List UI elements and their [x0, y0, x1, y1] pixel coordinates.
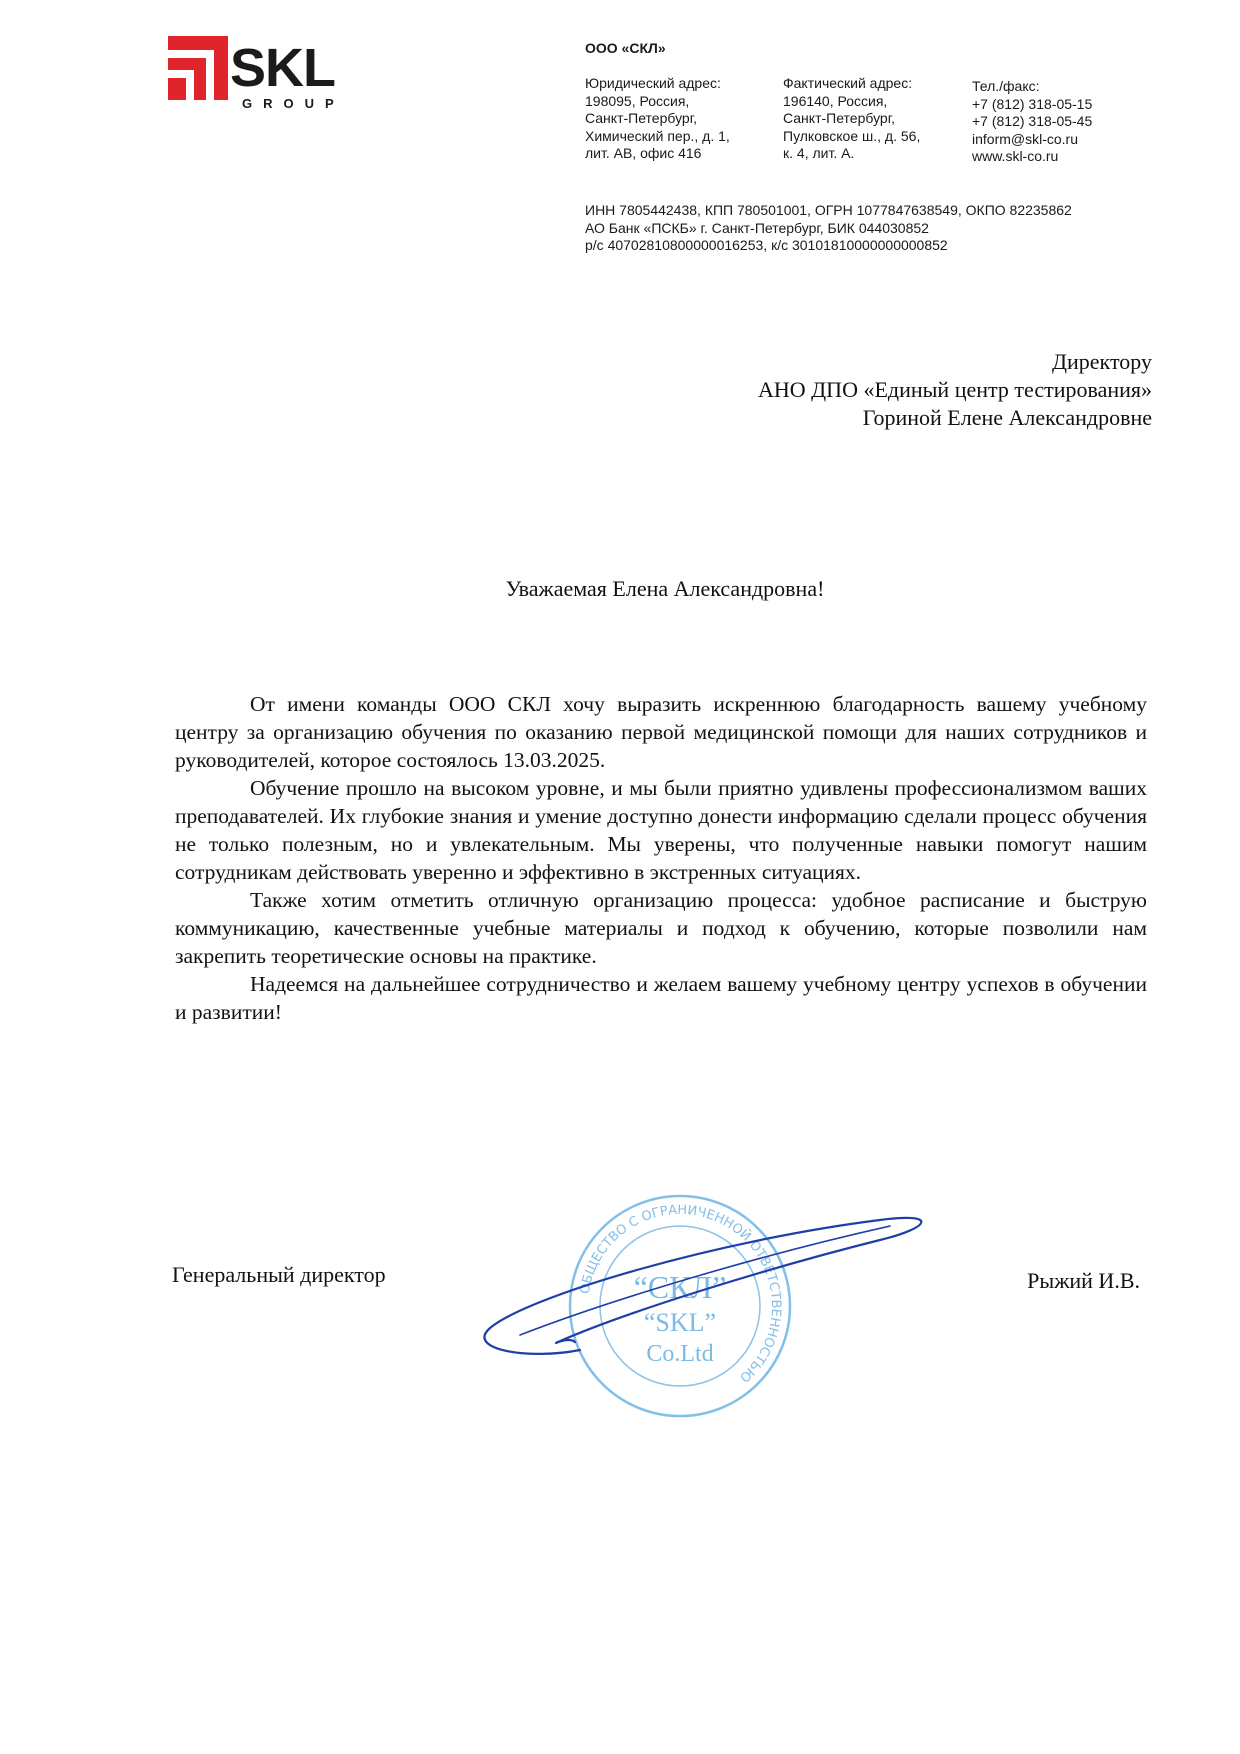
paragraph: Обучение прошло на высоком уровне, и мы были приятно удивлены профессионализмом ваших преподавателей. Их глубокие знания и умение доступно донести информацию сделали процесс обучения не только полезным, но и увлекательным. Мы уверены, что полученные навыки помогут нашим сотрудникам действовать уверенно и эффективно в экстренных ситуациях.: [175, 776, 1147, 884]
logo-mark-icon: [168, 36, 228, 100]
stamp-line1: “СКЛ”: [633, 1269, 727, 1305]
handwritten-signature: [460, 1210, 950, 1375]
recipient-name: Гориной Елене Александровне: [862, 405, 1152, 430]
signer-name: Рыжий И.В.: [1027, 1268, 1140, 1293]
requisites-line: ИНН 7805442438, КПП 780501001, ОГРН 1077847638549, ОКПО 82235862: [585, 202, 1072, 218]
actual-address: Фактический адрес: 196140, Россия, Санкт-Петербург, Пулковское ш., д. 56, к. 4, лит. А.: [783, 75, 921, 161]
letter-body: [175, 690, 1147, 1026]
logo-wordmark: SKL: [230, 38, 335, 98]
recipient-block: [758, 348, 1152, 432]
requisites-line: р/с 40702810800000016253, к/с 30101810000000000852: [585, 237, 948, 253]
paragraph: От имени команды ООО СКЛ хочу выразить искреннюю благодарность вашему учебному центру за организацию обучения по оказанию первой медицинской помощи для наших сотрудников и руководителей, которое состоялось 13.03.2025.: [175, 692, 1147, 772]
stamp-line3: Co.Ltd: [646, 1341, 714, 1367]
requisites: [585, 202, 1072, 255]
contacts: Тел./факс: +7 (812) 318-05-15 +7 (812) 318-05-45 inform@skl-co.ru www.skl-co.ru: [972, 78, 1093, 164]
paragraph: Также хотим отметить отличную организацию процесса: удобное расписание и быструю коммуникацию, качественные учебные материалы и подход к обучению, которые позволили нам закрепить теоретические основы на практике.: [175, 888, 1147, 968]
signer-title: Генеральный директор: [172, 1262, 386, 1287]
recipient-organization: АНО ДПО «Единый центр тестирования»: [758, 377, 1152, 402]
greeting: Уважаемая Елена Александровна!: [505, 576, 825, 601]
signature-icon: [460, 1210, 950, 1370]
requisites-line: АО Банк «ПСКБ» г. Санкт-Петербург, БИК 044030852: [585, 219, 929, 236]
legal-address: Юридический адрес: 198095, Россия, Санкт-Петербург, Химический пер., д. 1, лит. АВ, офис 416: [585, 75, 730, 161]
stamp-outer-text: ОБЩЕСТВО С ОГРАНИЧЕННОЙ ОТВЕТСТВЕННОСТЬЮ: [577, 1202, 784, 1385]
company-name: ООО «СКЛ»: [585, 40, 666, 56]
paragraph: Надеемся на дальнейшее сотрудничество и желаем вашему учебному центру успехов в обучении и развитии!: [175, 972, 1147, 1024]
company-logo: [168, 36, 378, 114]
stamp-line2: “SKL”: [643, 1308, 717, 1337]
logo-subtitle: GROUP: [242, 96, 345, 111]
recipient-position: Директору: [1052, 349, 1152, 374]
